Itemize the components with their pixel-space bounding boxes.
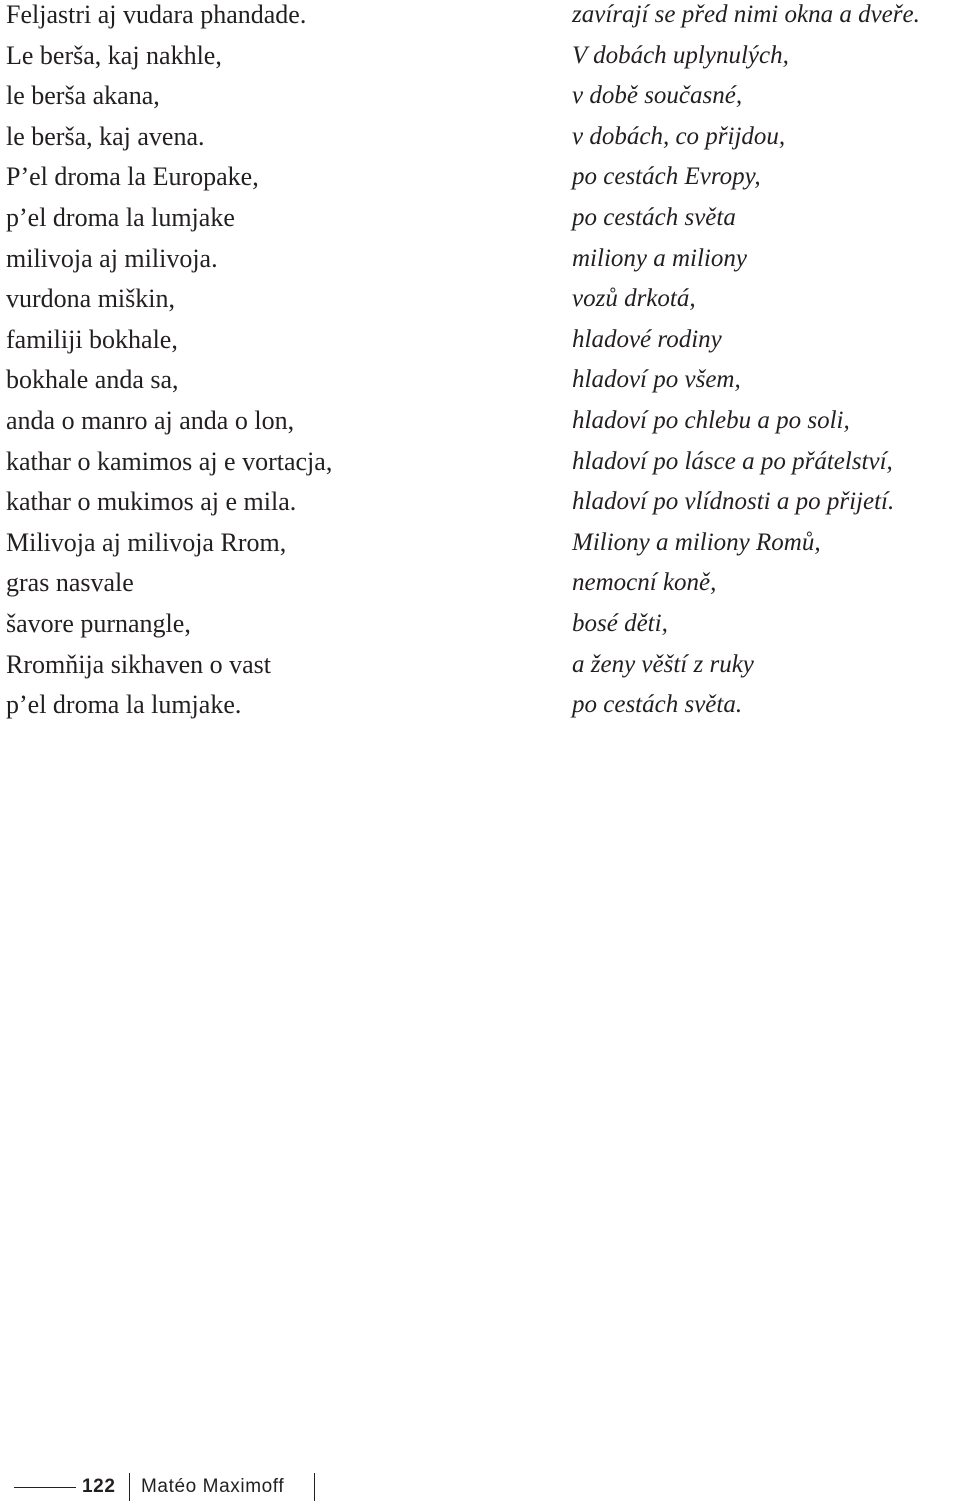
poem-line: le berša akana, [6, 81, 160, 111]
poem-line: P’el droma la Europake, [6, 162, 259, 192]
poem-line: po cestách světa [572, 203, 736, 231]
poem-line: p’el droma la lumjake. [6, 690, 242, 720]
poem-line: milivoja aj milivoja. [6, 243, 218, 273]
page-number: 122 [82, 1476, 116, 1497]
poem-line: vozů drkotá, [572, 285, 696, 313]
poem-line: hladoví po vlídnosti a po přijetí. [572, 488, 895, 516]
footer-rule [14, 1487, 76, 1488]
footer-divider [129, 1473, 130, 1501]
poem-line: le berša, kaj avena. [6, 121, 205, 151]
poem-line: po cestách Evropy, [572, 163, 761, 191]
poem-line: hladoví po lásce a po přátelství, [572, 447, 893, 475]
romani-poem-column [6, 0, 332, 726]
poem-line: šavore purnangle, [6, 608, 191, 638]
poem-line: p’el droma la lumjake [6, 202, 235, 232]
poem-line: V dobách uplynulých, [572, 41, 789, 69]
poem-line: Rromňija sikhaven o vast [6, 649, 272, 679]
poem-line: hladoví po všem, [572, 366, 741, 394]
poem-line: Feljastri aj vudara phandade. [6, 0, 307, 29]
poem-line: zavírají se před nimi okna a dveře. [572, 1, 920, 28]
poem-line: gras nasvale [6, 568, 134, 598]
poem-line: bosé děti, [572, 609, 668, 637]
poem-line: po cestách světa. [572, 691, 743, 719]
poem-line: bokhale anda sa, [6, 365, 179, 395]
running-author: Matéo Maximoff [141, 1476, 285, 1497]
poem-line: a ženy věští z ruky [572, 650, 754, 678]
poem-line: hladoví po chlebu a po soli, [572, 406, 850, 434]
poem-line: miliony a miliony [572, 244, 747, 272]
poem-line: kathar o mukimos aj e mila. [6, 487, 297, 517]
footer-divider [314, 1473, 315, 1501]
poem-line: vurdona miškin, [6, 284, 175, 314]
poem-line: Le berša, kaj nakhle, [6, 40, 222, 70]
poem-line: v době současné, [572, 82, 743, 110]
poem-line: v dobách, co přijdou, [572, 122, 786, 150]
poem-line: nemocní koně, [572, 569, 717, 597]
poem-line: familiji bokhale, [6, 324, 178, 354]
poem-line: kathar o kamimos aj e vortacja, [6, 446, 333, 476]
czech-poem-column [572, 0, 920, 726]
poem-line: hladové rodiny [572, 325, 722, 353]
poem-line: Milivoja aj milivoja Rrom, [6, 527, 287, 557]
page-footer [0, 1470, 960, 1504]
poem-line: anda o manro aj anda o lon, [6, 405, 295, 435]
poem-line: Miliony a miliony Romů, [572, 528, 821, 556]
